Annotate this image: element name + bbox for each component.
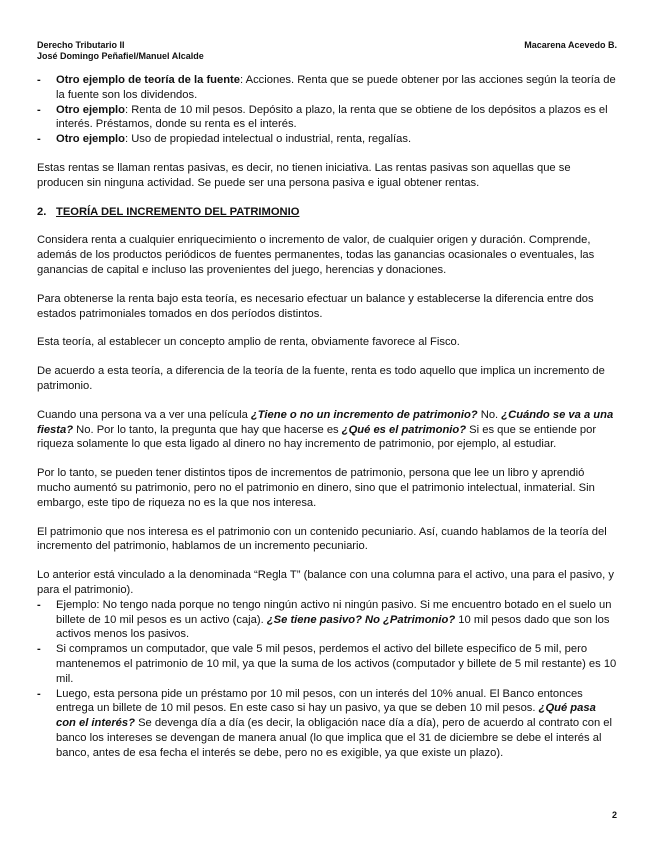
section-title: TEORÍA DEL INCREMENTO DEL PATRIMONIO bbox=[56, 205, 300, 218]
list-item bbox=[37, 642, 617, 686]
question-text: ¿Tiene o no un incremento de patrimonio? bbox=[250, 408, 478, 421]
item-text: : Renta de 10 mil pesos. Depósito a plazo, la renta que se obtiene de los depósitos a plazos es el interés. Préstamos, donde su renta es el interés. bbox=[56, 103, 608, 131]
section-number: 2. bbox=[37, 205, 47, 218]
professors: José Domingo Peñafiel/Manuel Alcalde bbox=[37, 51, 204, 61]
list-item bbox=[37, 103, 617, 133]
paragraph-balance: Para obtenerse la renta bajo esta teoría, es necesario efectuar un balance y establecerse la diferencia entre dos estados patrimoniales tomados en dos períodos distintos. bbox=[37, 292, 594, 320]
bullet-dash: - bbox=[37, 598, 41, 611]
item-bold-lead: Otro ejemplo de teoría de la fuente bbox=[56, 74, 241, 86]
page-header bbox=[37, 40, 617, 62]
section-heading bbox=[37, 205, 617, 220]
paragraph-pelicula: Cuando una persona va a ver una película ¿Tiene o no un incremento de patrimonio? No. ¿Cuándo se va a una fiesta? No. Por lo tanto, la pregunta que hay que hacerse es ¿Qué es el patrimonio? Si es que se entiende por riqueza solamente lo que esta ligado al dinero no hay incremento de patrimonio, por ejemplo, al estudiar. bbox=[37, 408, 614, 451]
paragraph-tipos: Por lo tanto, se pueden tener distintos tipos de incrementos de patrimonio, persona que lee un libro y aprendió mucho aumentó su patrimonio, pero no el patrimonio en dinero, sino que el patrimonio intelectual, inmaterial. Sin embargo, este tipo de riqueza no es la que nos interesa. bbox=[37, 467, 595, 509]
bullet-dash: - bbox=[37, 643, 41, 656]
item-bold-lead: Otro ejemplo bbox=[56, 133, 125, 146]
item-text: : Uso de propiedad intelectual o industrial, renta, regalías. bbox=[125, 133, 412, 146]
page-number: 2 bbox=[611, 810, 617, 820]
question-text: ¿Qué es el patrimonio? bbox=[341, 423, 467, 436]
paragraph-regla-t: Lo anterior está vinculado a la denominada “Regla T” (balance con una columna para el activo, una para el pasivo, y para el patrimonio). bbox=[37, 569, 614, 596]
paragraph-fisco: Esta teoría, al establecer un concepto amplio de renta, obviamente favorece al Fisco. bbox=[37, 336, 460, 349]
list-item bbox=[37, 132, 617, 147]
item-bold-lead: Otro ejemplo bbox=[56, 103, 125, 116]
question-text: ¿Se tiene pasivo? No ¿Patrimonio? bbox=[266, 613, 456, 626]
course-title: Derecho Tributario II bbox=[37, 40, 125, 50]
list-item bbox=[37, 73, 617, 103]
question-text: ¿Qué pasa con el interés? bbox=[56, 702, 596, 730]
list-item: - Luego, esta persona pide un préstamo por 10 mil pesos, con un interés del 10% anual. El Banco entonces entrega un billete de 10 mil pesos. En este caso si hay un pasivo, ya que se deben 10 mil pesos. ¿Qué pasa con el interés? Se devenga día a día (es decir, la obligación nace día a día), pero de acuerdo al contrato con el banco los intereses se devengan de manera anual (lo que implica que el 31 de diciembre se debe el interés al banco, antes de esa fecha el interés se debe, pero no es exigible, ya que existe un plazo). bbox=[37, 687, 612, 759]
paragraph-considera: Considera renta a cualquier enriquecimiento o incremento de valor, de cualquier origen y duración. Comprende, además de los productos periódicos de fuentes permanentes, todas las ganancias ocasionales o eventuales, las ganancias de capital e incluso las provenientes del juego, herencias y donaciones. bbox=[37, 234, 595, 276]
paragraph-rentas-pasivas: Estas rentas se llaman rentas pasivas, es decir, no tienen iniciativa. Las rentas pasivas son aquellas que se producen sin ninguna actividad. Se puede ser una persona pasiva e igual obtener rentas. bbox=[37, 161, 571, 189]
list-item: - Ejemplo: No tengo nada porque no tengo ningún activo ni ningún pasivo. Si me encuentro botado en el suelo un billete de 10 mil pesos es un activo (caja). ¿Se tiene pasivo? No ¿Patrimonio? 10 mil pesos dado que son los activos menos los pasivos. bbox=[37, 598, 612, 641]
question-text: ¿Cuándo se va a una fiesta? bbox=[37, 408, 614, 436]
bullet-dash: - bbox=[37, 133, 41, 146]
bullet-dash: - bbox=[37, 74, 41, 86]
bullet-dash: - bbox=[37, 687, 41, 700]
bullet-dash: - bbox=[37, 103, 41, 116]
author-name: Macarena Acevedo B. bbox=[524, 40, 617, 50]
item-text: Si compramos un computador, que vale 5 mil pesos, perdemos el activo del billete especifico de 5 mil, pero mantenemos el patrimonio de 10 mil, ya que la suma de los activos (computador y billete de 5 mil restante) es 10 mil. bbox=[56, 643, 617, 685]
page-content bbox=[37, 73, 617, 760]
paragraph-pecuniario: El patrimonio que nos interesa es el patrimonio con un contenido pecuniario. Así, cuando hablamos de la teoría del incremento del patrimonio, hablamos de un incremento pecuniario. bbox=[37, 525, 607, 553]
paragraph-de-acuerdo: De acuerdo a esta teoría, a diferencia de la teoría de la fuente, renta es todo aquello que implica un incremento de patrimonio. bbox=[37, 365, 605, 392]
item-text: : Acciones. Renta que se puede obtener por las acciones según la teoría de la fuente son los dividendos. bbox=[56, 74, 616, 101]
